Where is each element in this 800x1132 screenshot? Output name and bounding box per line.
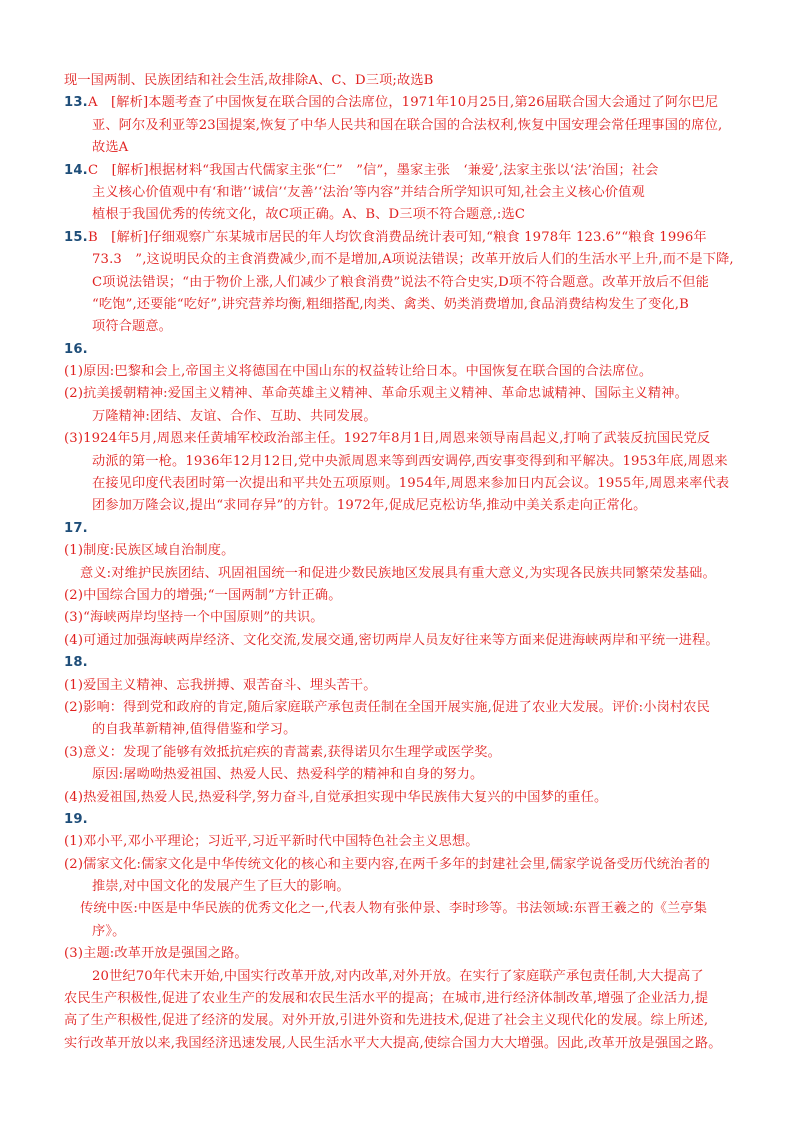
answer-line: 的自我革新精神,值得借鉴和学习。 [92,722,297,738]
answer-line: (1)邓小平,邓小平理论；习近平,习近平新时代中国特色社会主义思想。 [64,834,479,850]
answer-line: 农民生产积极性,促进了农业生产的发展和农民生活水平的提高；在城市,进行经济体制改革,增强了企业活力,提 [64,991,709,1007]
question-number: 17. [64,520,88,536]
answer-line: 20世纪70年代末开始,中国实行改革开放,对内改革,对外开放。在实行了家庭联产承包责任制,大大提高了 [92,968,704,984]
answer-line: 现一国两制、民族团结和社会生活,故排除A、C、D三项;故选B [64,73,434,88]
question-number: 13. [64,95,88,111]
answer-line: 73.3 ”,这说明民众的主食消费减少,而不是增加,A项说法错误；改革开放后人们的生活水平上升,而不是下降, [92,252,734,268]
answer-line: (1)爱国主义精神、忘我拼搏、艰苦奋斗、埋头苦干。 [64,677,377,693]
answer-line: 动派的第一枪。1936年12月12日,党中央派周恩来等到西安调停,西安事变得到和平解决。1953年底,周恩来 [92,453,728,469]
answer-line: (3)意义：发现了能够有效抵抗疟疾的青蒿素,获得诺贝尔生理学或医学奖。 [64,744,501,760]
answer-line: 序》。 [92,923,126,939]
answer-line: 故选A [92,140,129,156]
answer-line: (2)儒家文化:儒家文化是中华传统文化的核心和主要内容,在两千多年的封建社会里,儒家学说备受历代统治者的 [64,856,710,872]
answer-line: A [解析]本题考查了中国恢复在联合国的合法席位，1971年10月25日,第26届联合国大会通过了阿尔巴尼 [88,95,719,111]
answer-line: 高了生产积极性,促进了经济的发展。对外开放,引进外资和先进技术,促进了社会主义现代化的发展。综上所述, [64,1013,709,1029]
answer-line: 意义:对维护民族团结、巩固祖国统一和促进少数民族地区发展具有重大意义,为实现各民族共同繁荣发基础。 [80,565,716,581]
question-number: 16. [64,341,88,357]
answer-line: (2)影响：得到党和政府的肯定,随后家庭联产承包责任制在全国开展实施,促进了农业大发展。评价:小岗村农民 [64,699,710,715]
answer-line: (2)中国综合国力的增强;“一国两制”方针正确。 [64,587,342,603]
answer-line: B [解析]仔细观察广东某城市居民的年人均饮食消费品统计表可知,“粮食 1978年 123.6”“粮食 1996年 [88,229,707,245]
answer-13 [64,92,754,114]
answer-key [64,70,754,1055]
answer-line: (2)抗美援朝精神:爱国主义精神、革命英雄主义精神、革命乐观主义精神、革命忠诚精神、国际主义精神。 [64,386,688,402]
answer-line: 传统中医:中医是中华民族的优秀文化之一,代表人物有张仲景、李时珍等。书法领域:东晋王羲之的《兰亭集 [80,901,708,917]
answer-14 [64,160,754,182]
answer-line: (4)热爱祖国,热爱人民,热爱科学,努力奋斗,自觉承担实现中华民族伟大复兴的中国梦的重任。 [64,789,608,805]
answer-15 [64,227,754,249]
answer-line: (3)“海峡两岸均坚持一个中国原则”的共识。 [64,610,324,626]
answer-line: (3)1924年5月,周恩来任黄埔军校政治部主任。1927年8月1日,周恩来领导南昌起义,打响了武装反抗国民党反 [64,431,711,447]
question-number: 14. [64,162,88,178]
answer-line: 亚、阿尔及利亚等23国提案,恢复了中华人民共和国在联合国的合法权利,恢复中国安理会常任理事国的席位, [92,117,723,133]
answer-line: 植根于我国优秀的传统文化，故C项正确。A、B、D三项不符合题意,:选C [92,207,526,223]
answer-line: (3)主题:改革开放是强国之路。 [64,946,248,962]
answer-line: 推崇,对中国文化的发展产生了巨大的影响。 [92,879,350,895]
answer-line: C [解析]根据材料“我国古代儒家主张“仁” ”信”，墨家主张 ‘兼爱’,法家主张以‘法’治国；社会 [88,162,659,178]
answer-line: (1)制度:民族区域自治制度。 [64,543,235,559]
question-number: 15. [64,229,88,245]
answer-line: 主义核心价值观中有‘和谐’‘诚信’‘友善’‘法治’等内容”并结合所学知识可知,社会主义核心价值观 [92,184,645,200]
answer-line: 团参加万隆会议,提出“求同存异”的方针。1972年,促成尼克松访华,推动中美关系走向正常化。 [92,498,647,514]
answer-line: 实行改革开放以来,我国经济迅速发展,人民生活水平大大提高,使综合国力大大增强。因此,改革开放是强国之路。 [64,1035,722,1051]
answer-line: (4)可通过加强海峡两岸经济、文化交流,发展交通,密切两岸人员友好往来等方面来促进海峡两岸和平统一进程。 [64,632,719,648]
answer-line: 项符合题意。 [92,319,173,335]
question-number: 18. [64,655,88,671]
answer-line: 在接见印度代表团时第一次提出和平共处五项原则。1954年,周恩来参加日内瓦会议。1955年,周恩来率代表 [92,476,730,492]
answer-line: “吃饱”,还要能“吃好”,讲究营养均衡,粗细搭配,肉类、禽类、奶类消费增加,食品消费结构发生了变化,B [92,296,689,312]
answer-line: (1)原因:巴黎和会上,帝国主义将德国在中国山东的权益转让给日本。中国恢复在联合国的合法席位。 [64,364,653,380]
answer-line: C项说法错误；“由于物价上涨,人们减少了粮食消费”说法不符合史实,D项不符合题意。改革开放后不但能 [92,274,709,290]
answer-line: 原因:屠呦呦热爱祖国、热爱人民、热爱科学的精神和自身的努力。 [92,767,484,783]
answer-line: 万隆精神:团结、友谊、合作、互助、共同发展。 [92,408,377,424]
question-number: 19. [64,811,88,827]
